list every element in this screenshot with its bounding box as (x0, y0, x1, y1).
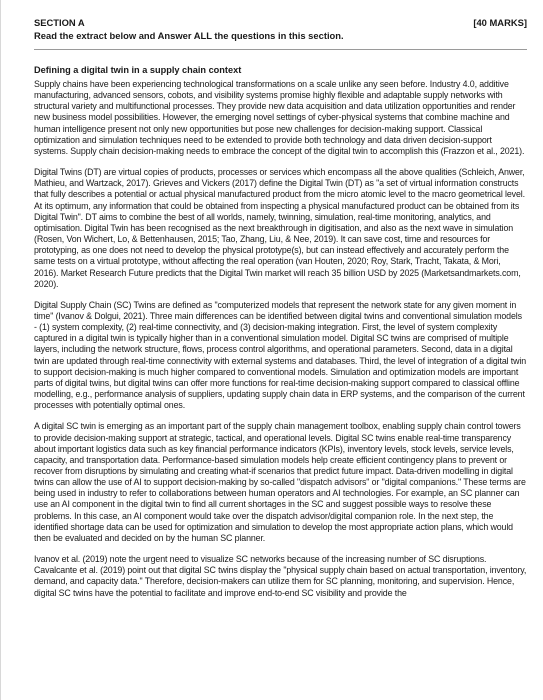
section-title: SECTION A (34, 17, 85, 28)
paragraph-1: Supply chains have been experiencing technological transformations on a scale unlike any seen before. Industry 4.0, additive manufacturing, advanced sensors, cobots, and visibility systems promise highly flexible and adaptable supply networks with structural variety and multifunctional processes. They provide new data acquisition and data utilization opportunities and render new business model possibilities. However, the emerging novel settings of cyber-physical systems that combine machine and human intelligence present not only new opportunities but pose new challenges for decision-making support. Classical optimization and simulation techniques need to be extended to provide both technology and data driven decision-support systems. Supply chain decision-making needs to embrace the concept of the digital twin to accomplish this (Frazzon et al., 2021). (34, 79, 525, 156)
section-header (34, 17, 527, 29)
paragraph-5: Ivanov et al. (2019) note the urgent need to visualize SC networks because of the increasing number of SC disruptions. Cavalcante et al. (2019) point out that digital SC twins display the "physical supply chain based on actual transportation, inventory, demand, and capacity data." Therefore, decision-makers can utilize them for SC planning, monitoring, and supervision. Hence, digital SC twins have the potential to facilitate and improve end-to-end SC visibility and provide the (34, 554, 527, 598)
section-marks: [40 MARKS] (473, 17, 527, 28)
section-divider (34, 49, 527, 50)
paragraph-3: Digital Supply Chain (SC) Twins are defined as "computerized models that represent the network state for any given moment in time" (Ivanov & Dolgui, 2021). Three main differences can be identified between digital twins and conventional simulation models - (1) system complexity, (2) real-time connectivity, and (3) decision-making integration. First, the level of system complexity captured in a digital twin is typically higher than in a conventional simulation model. Digital SC twins are comprised of multiple layers, including the network structure, flows, process control algorithms, and operational parameters. Second, data in a digital twin are updated through real-time connectivity with external systems and databases. Third, the level of integration of a digital twin to support decision-making is much higher compared to conventional models. Simulation and optimization models are important parts of digital twins, but digital twins can offer more functions for real-time decision-making support compared to classical offline modelling, e.g., performance analysis of suppliers, updating supply chain data in ERP systems, and the comparison of the current processes with potentially optimal ones. (34, 299, 527, 411)
article-heading: Defining a digital twin in a supply chain context (34, 65, 242, 75)
paragraph-2: Digital Twins (DT) are virtual copies of products, processes or services which encompass all the above qualities (Schleich, Anwer, Mathieu, and Wartzack, 2017). Grieves and Vickers (2017) define the Digital Twin (DT) as "a set of virtual information constructs that fully describes a potential or actual physical manufactured product from the micro atomic level to the macro geometrical level. At its optimum, any information that could be obtained from inspecting a physical manufactured product can be obtained from its Digital Twin". DT aims to combine the best of all worlds, namely, twinning, simulation, real-time monitoring, analytics, and optimisation. Digital Twin has been recognised as the next breakthrough in digitisation, and also as the next wave in simulation (Rosen, Von Wichert, Lo, & Bettenhausen, 2015; Tao, Zhang, Liu, & Nee, 2019). It can save cost, time and resources for prototyping, as one does not need to develop the physical prototype(s), but can instead effectively and accurately perform the same tests on a virtual prototype, without affecting the real operation (van Houten, 2020; Roy, Stark, Tracht, Takata, & Mori, 2016). Market Research Future predicts that the Digital Twin market will reach 35 billion USD by 2025 (Marketsandmarkets.com, 2020). (34, 167, 525, 289)
section-instruction: Read the extract below and Answer ALL the questions in this section. (34, 30, 344, 41)
paragraph-4: A digital SC twin is emerging as an important part of the supply chain management toolbox, enabling supply chain control towers to provide decision-making support at strategic, tactical, and operational levels. Digital SC twins enable real-time transparency about important logistics data such as key financial performance indicators (KPIs), inventory levels, stock levels, service levels, capacity, and transportation data. Performance-based simulation models help create efficient contingency plans to prevent or recover from disruptions by simulating and creating what-if scenarios that predict future impact. Data-driven modelling in digital twins can allow the use of AI to support decision-making by so-called "dispatch advisors" or "digital companions." These terms are being used in industry to refer to collaborations between human operators and AI technologies. For example, an SC planner can use an AI component in the digital twin to find all current shortages in the SC and suggest possible ways to resolve these problems. In this case, an AI component would take over the dispatch advisor/digital companion role. In the next step, the identified shortage data can be used for optimization and simulation to develop the most appropriate action plans, which would then be evaluated and decided on by the human SC planner. (34, 421, 526, 543)
